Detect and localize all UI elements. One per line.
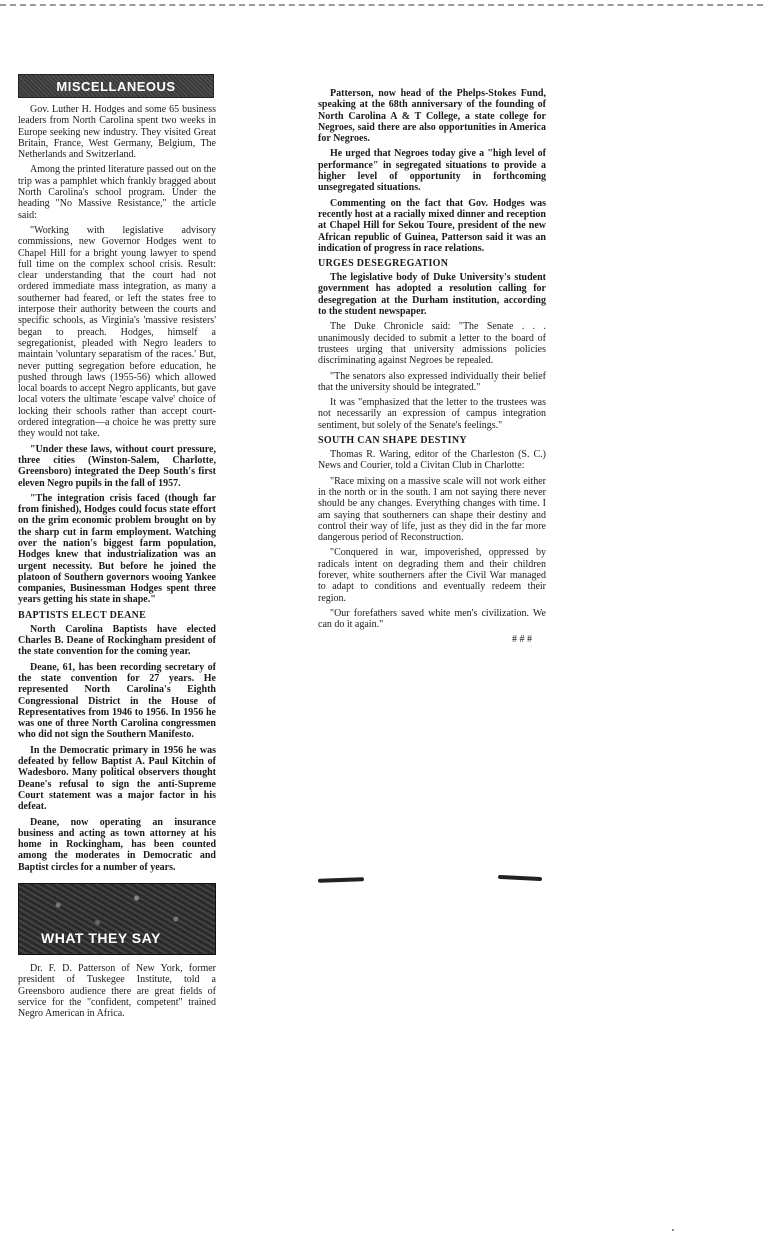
paragraph: "Our forefathers saved white men's civilization. We can do it again." — [318, 607, 546, 631]
paragraph: Among the printed literature passed out on the trip was a pamphlet which frankly bragged about North Carolina's school program. Under the heading "No Massive Resistance," the article said: — [18, 164, 216, 221]
paragraph: He urged that Negroes today give a "high level of performance" in segregated situations to provide a higher level of opportunity in forthcoming unsegregated situations. — [318, 148, 546, 194]
urges-article — [318, 258, 546, 317]
section-title: MISCELLANEOUS — [56, 78, 176, 94]
paragraph: "Working with legislative advisory commissions, new Governor Hodges went to Chapel Hill for a bright young lawyer to spend full time on the complex school crisis. Result: clear understanding that the court had not ordered immediate mass integration, as many a southerner had feared, or left the states free to interpose their authority between the courts and specific schools, as Virginia's 'massive resisters' began to preach. Hodges, himself a segregationist, pleaded with Negro leaders to maintain 'voluntary separatism of the races.' But, never putting segregation before education, he pushed through laws (1955-56) which allowed local boards to accept Negro applicants, but gave local voters the ultimate 'escape valve' choice of locking their schools rather than accept court-ordered integration—a choice he was pretty sure they would not take. — [18, 224, 216, 440]
paragraph: The legislative body of Duke University's student government has adopted a resolution calling for desegregation at the Durham institution, according to the student newspaper. — [318, 272, 546, 318]
south-article — [318, 435, 546, 645]
intro-article — [18, 104, 216, 606]
paragraph: Gov. Luther H. Hodges and some 65 business leaders from North Carolina spent two weeks in Europe seeking new industry. They visited Great Britain, France, West Germany, Belgium, The Netherlands and Switzerland. — [18, 104, 216, 161]
paragraph: "The senators also expressed individually their belief that the university should be integrated." — [318, 370, 546, 393]
scan-mark — [318, 877, 364, 883]
paragraph: "The integration crisis faced (though far from finished), Hodges could focus state effort on the grim economic problem brought on by the sharp cut in farm employment. Watching over the nation's biggest farm population, Hodges knew that industrialization was an urgent necessity. But before he joined the platoon of Southern governors wooing Yankee companies, Businessman Hodges spent three years getting his state in shape." — [18, 492, 216, 606]
paragraph: Dr. F. D. Patterson of New York, former president of Tuskegee Institute, told a Greensboro audience there are great fields of service for the "confident, competent" trained Negro American in Africa. — [18, 963, 216, 1020]
paragraph: "Race mixing on a massive scale will not work either in the north or in the south. I am not saying there never should be any changes. Everything changes with time. I am saying that southerners can shape their destiny and control their way of life, just as they did in the far more dangerous period of Reconstruction. — [318, 475, 546, 544]
section-banner — [18, 74, 214, 98]
paragraph: Deane, 61, has been recording secretary of the state convention for 27 years. He represented North Carolina's Eighth Congressional District in the House of Representatives from 1946 to 1956. In 1956 he was one of three North Carolina congressmen who did not sign the Southern Manifesto. — [18, 661, 216, 741]
paragraph: "Under these laws, without court pressure, three cities (Winston-Salem, Charlotte, Greensboro) integrated the Deep South's first eleven Negro pupils in the fall of 1957. — [18, 443, 216, 489]
top-dashed-border — [0, 4, 763, 6]
article-heading: URGES DESEGREGATION — [318, 258, 449, 270]
scan-speck — [672, 1229, 674, 1231]
patterson-continued — [318, 88, 546, 254]
what-they-say-banner — [18, 883, 216, 955]
urges-article-cont — [318, 321, 546, 431]
paragraph: Thomas R. Waring, editor of the Charleston (S. C.) News and Courier, told a Civitan Club in Charlotte: — [318, 449, 546, 472]
what-they-say-label: WHAT THEY SAY — [41, 930, 161, 946]
paragraph: North Carolina Baptists have elected Charles B. Deane of Rockingham president of the state convention for the coming year. — [18, 623, 216, 658]
paragraph: In the Democratic primary in 1956 he was defeated by fellow Baptist A. Paul Kitchin of Wadesboro. Many political observers thought Deane's refusal to sign the anti-Supreme Court statement was a major factor in his defeat. — [18, 744, 216, 813]
article-heading: BAPTISTS ELECT DEANE — [18, 609, 147, 621]
right-column — [318, 88, 546, 645]
left-column — [18, 74, 216, 1023]
baptists-article — [18, 610, 216, 873]
paragraph: "Conquered in war, impoverished, oppressed by radicals intent on degrading them and their children forever, white southerners after the Civil War managed to adapt to conditions and eventually redeem their region. — [318, 547, 546, 604]
scan-mark — [498, 875, 542, 881]
paragraph: Commenting on the fact that Gov. Hodges was recently host at a racially mixed dinner and reception at Chapel Hill for Sekou Toure, president of the new African republic of Guinea, Patterson said it was an indication of progress in race relations. — [318, 197, 546, 254]
paragraph: Patterson, now head of the Phelps-Stokes Fund, speaking at the 68th anniversary of the founding of North Carolina A & T College, a state college for Negroes, said there are also opportunities in America for Negroes. — [318, 88, 546, 145]
end-mark: # # # — [512, 634, 532, 646]
paragraph: The Duke Chronicle said: "The Senate . . . unanimously decided to submit a letter to the board of trustees urging that university admissions policies discriminating against Negroes be repealed. — [318, 321, 546, 367]
paragraph: Deane, now operating an insurance business and acting as town attorney at his home in Rockingham, has been counted among the moderates in Democratic and Baptist circles for a number of years. — [18, 816, 216, 873]
article-heading: SOUTH CAN SHAPE DESTINY — [318, 435, 467, 447]
paragraph: It was "emphasized that the letter to the trustees was not necessarily an expression of campus integration sentiment, but solely of the Senate's feelings." — [318, 397, 546, 431]
